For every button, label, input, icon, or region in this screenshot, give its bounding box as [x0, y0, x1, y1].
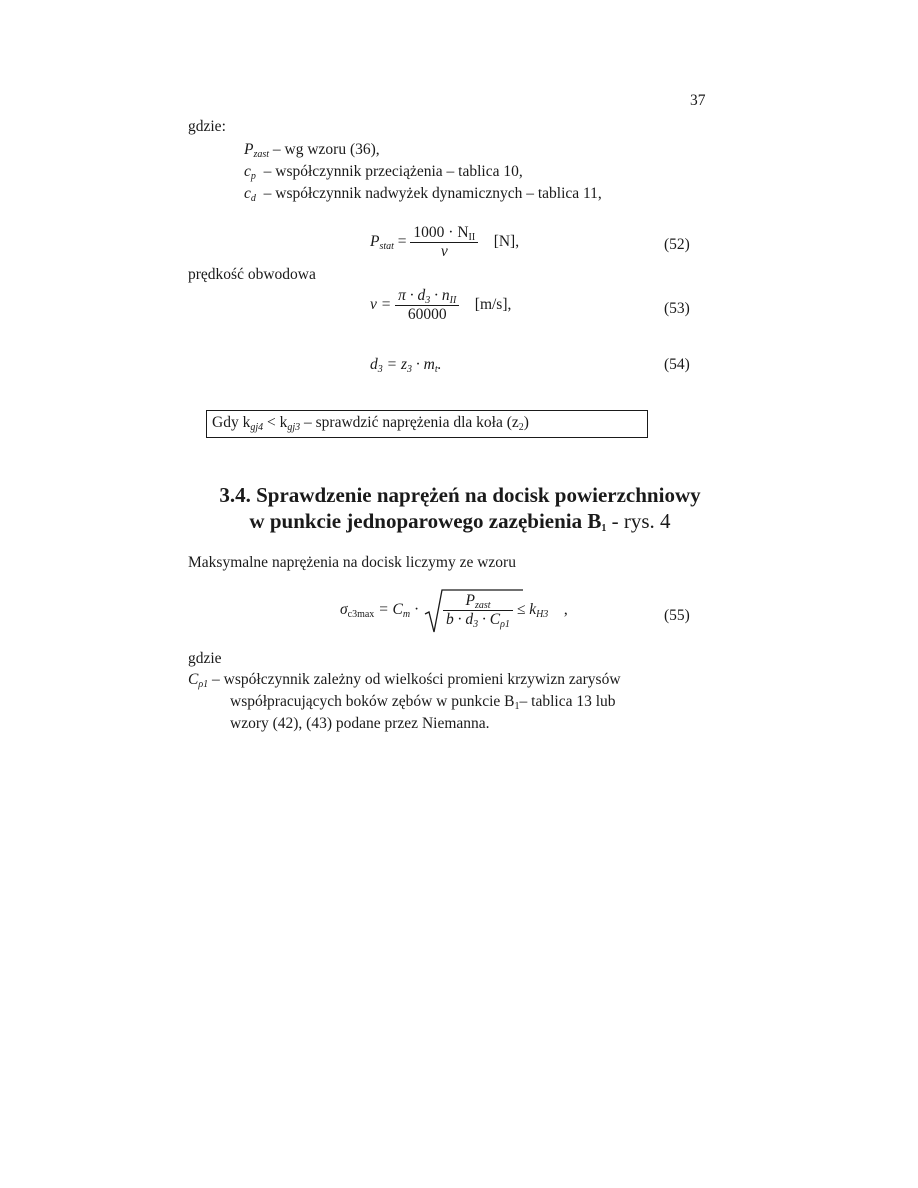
equation-55 — [340, 592, 568, 629]
radical-sign — [423, 588, 523, 638]
eq52-eq: = — [397, 233, 407, 251]
cp1-definition-line1 — [188, 671, 621, 689]
equation-54 — [370, 356, 441, 374]
eq53-label: (53) — [664, 300, 690, 317]
symbol-sub: d — [250, 193, 256, 204]
eq55-den-mid: · C — [478, 611, 501, 628]
eq53-num: π · d — [398, 287, 426, 304]
eq54-mid-sub: 3 — [407, 364, 412, 375]
heading-line2-bold: w punkcie jednoparowego zazębienia B — [249, 509, 602, 533]
eq52-lhs: P — [370, 233, 380, 251]
definition-cd — [244, 185, 602, 203]
eq55-den-sub2: ρ1 — [500, 619, 510, 630]
eq55-lhs: σ — [340, 601, 348, 619]
symbol: P — [244, 141, 254, 158]
section-heading-line2 — [120, 509, 800, 534]
note-sub2: gj3 — [287, 422, 301, 433]
section-heading-line1: 3.4. Sprawdzenie naprężeń na docisk powierzchniowy — [219, 483, 701, 507]
symbol: c — [244, 185, 251, 202]
eq53-fraction — [395, 287, 459, 324]
eq55-comma: , — [563, 601, 568, 619]
definition-text: – współczynnik przeciążenia – tablica 10, — [263, 163, 523, 180]
heading-line2-sub: 1 — [601, 523, 607, 534]
eq52-num: 1000 · N — [413, 224, 469, 241]
paragraph-max: Maksymalne naprężenia na docisk liczymy ze wzoru — [188, 554, 516, 571]
symbol-sub: zast — [253, 149, 270, 160]
equation-53 — [370, 287, 511, 324]
symbol: c — [244, 163, 251, 180]
eq54-end: . — [437, 356, 442, 373]
equation-52 — [370, 224, 519, 261]
eq52-unit: [N], — [493, 233, 520, 251]
eq55-label: (55) — [664, 607, 690, 624]
cp1-line2-rest: – tablica 13 lub — [519, 693, 616, 710]
definition-cp — [244, 163, 523, 181]
cp1-definition-line3: wzory (42), (43) podane przez Niemanna. — [230, 715, 490, 732]
intro-text: gdzie: — [188, 118, 226, 135]
eq55-sqrt — [423, 592, 513, 629]
page-number: 37 — [690, 92, 706, 109]
note-sub1: gj4 — [250, 422, 264, 433]
eq55-eq: = C — [374, 601, 403, 619]
eq55-den: b · d — [446, 611, 474, 628]
eq54-label: (54) — [664, 356, 690, 373]
eq55-rel-sub: H3 — [536, 609, 549, 621]
eq52-fraction — [410, 224, 478, 261]
cp1-line2-sub: 1 — [514, 701, 520, 712]
eq54-rhs-sub: t — [434, 364, 438, 375]
eq55-num-sub: zast — [474, 600, 491, 611]
eq54-lhs: d — [370, 356, 378, 373]
note-sub3: 2 — [518, 422, 524, 433]
symbol-sub: p — [250, 171, 256, 182]
eq54-rhs: · m — [412, 356, 435, 373]
eq53-den: 60000 — [407, 306, 447, 323]
eq55-eq-sub: m — [402, 609, 411, 621]
eq53-num-sub2: II — [449, 295, 457, 306]
eq54-lhs-sub: 3 — [377, 364, 383, 375]
eq55-lhs-sub: c3max — [347, 609, 375, 621]
eq55-num: P — [465, 592, 475, 609]
eq52-label: (52) — [664, 236, 690, 253]
gdzie-label: gdzie — [188, 650, 222, 667]
note-text — [212, 414, 529, 432]
cp1-definition-line2 — [230, 693, 616, 711]
eq52-num-sub: II — [468, 232, 476, 243]
eq55-dot: · — [410, 601, 420, 619]
eq52-den: v — [440, 243, 448, 260]
velocity-label: prędkość obwodowa — [188, 266, 316, 283]
definition-text: – współczynnik nadwyżek dynamicznych – tablica 11, — [263, 185, 602, 202]
note-end: ) — [523, 414, 529, 431]
eq53-lhs: v = — [370, 296, 392, 314]
eq53-num-mid: · n — [430, 287, 450, 304]
eq53-num-sub1: 3 — [425, 295, 431, 306]
eq52-lhs-sub: stat — [379, 241, 394, 253]
eq54-mid: = z — [382, 356, 407, 373]
heading-line2-rest: - rys. 4 — [606, 509, 671, 533]
cp1-line1-text: – współczynnik zależny od wielkości promieni krzywizn zarysów — [208, 671, 621, 688]
eq53-unit: [m/s], — [474, 296, 512, 314]
note-mid: < k — [263, 414, 288, 431]
note-post: – sprawdzić naprężenia dla koła (z — [300, 414, 519, 431]
cp1-symbol: C — [188, 671, 199, 688]
eq55-rel: ≤ k — [516, 601, 537, 619]
note-pre: Gdy k — [212, 414, 251, 431]
definition-pzast — [244, 141, 380, 159]
definition-text: – wg wzoru (36), — [272, 141, 380, 158]
eq55-den-sub1: 3 — [473, 619, 479, 630]
cp1-symbol-sub: ρ1 — [198, 679, 209, 690]
cp1-line2-text: współpracujących boków zębów w punkcie B — [230, 693, 515, 710]
